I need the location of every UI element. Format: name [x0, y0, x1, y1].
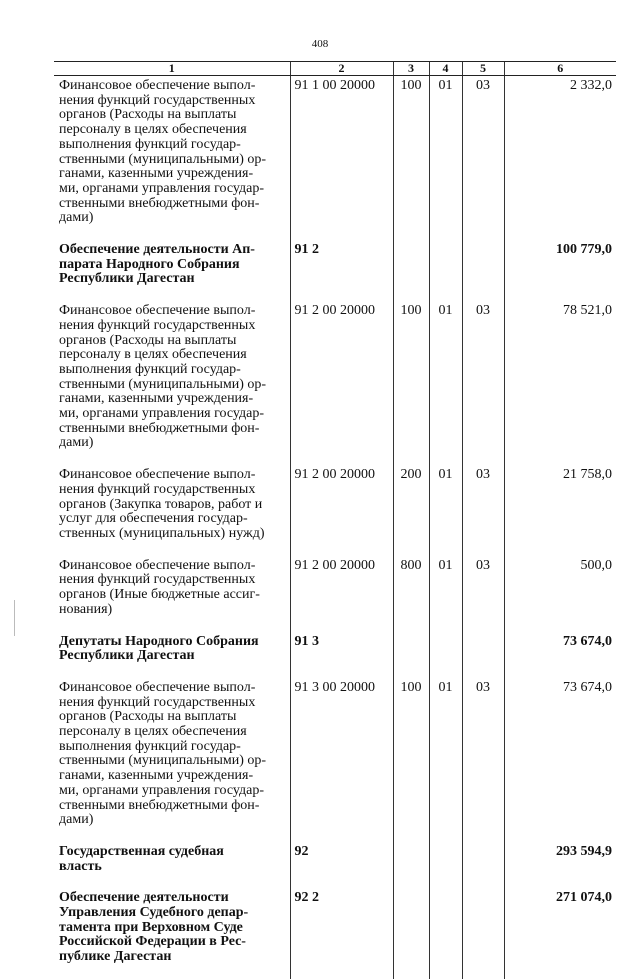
description-line: ганами, казенными учреждения-	[59, 768, 254, 784]
code-cell: 92 2	[290, 888, 393, 979]
description-line: Финансовое обеспечение выпол-	[59, 303, 256, 319]
section-cell: 01	[429, 556, 462, 632]
description-line: ственными (муниципальными) ор-	[59, 376, 267, 392]
expense-type-cell	[393, 632, 429, 678]
description-line: персоналу в целях обеспечения	[59, 724, 247, 740]
amount-cell: 73 674,0	[504, 632, 616, 678]
description-line: органов (Расходы на выплаты	[59, 332, 237, 348]
row-description	[54, 465, 290, 556]
description-line: органов (Иные бюджетные ассиг-	[59, 587, 260, 603]
row-description	[54, 678, 290, 842]
section-cell	[429, 842, 462, 888]
description-line: Управления Судебного депар-	[59, 905, 249, 921]
subsection-cell: 03	[462, 465, 504, 556]
description-line: Финансовое обеспечение выпол-	[59, 557, 256, 573]
description-line: ми, органами управления государ-	[59, 406, 265, 422]
description-line: ственными (муниципальными) ор-	[59, 151, 267, 167]
row-description	[54, 301, 290, 465]
description-line: Финансовое обеспечение выпол-	[59, 78, 256, 93]
code-cell: 91 2	[290, 240, 393, 301]
subsection-cell: 03	[462, 301, 504, 465]
header-row	[54, 62, 616, 76]
description-line: нения функций государственных	[59, 481, 256, 497]
subsection-cell: 03	[462, 556, 504, 632]
section-cell: 01	[429, 678, 462, 842]
amount-cell: 21 758,0	[504, 465, 616, 556]
description-line: Российской Федерации в Рес-	[59, 934, 246, 950]
code-cell: 91 3 00 20000	[290, 678, 393, 842]
description-line: нения функций государственных	[59, 694, 256, 710]
description-line: выполнения функций государ-	[59, 136, 241, 152]
subsection-cell	[462, 888, 504, 979]
row-description	[54, 888, 290, 979]
scan-edge-mark	[14, 600, 15, 636]
description-line: дами)	[59, 210, 94, 226]
description-line: Обеспечение деятельности	[59, 890, 229, 906]
column-header-1: 1	[54, 62, 290, 76]
table-row	[54, 842, 616, 888]
description-line: публике Дагестан	[59, 949, 172, 965]
description-line: нения функций государственных	[59, 572, 256, 588]
description-line: ственными (муниципальными) ор-	[59, 753, 267, 769]
description-line: Республики Дагестан	[59, 648, 195, 664]
description-line: Республики Дагестан	[59, 271, 195, 287]
description-line: власть	[59, 858, 102, 874]
amount-cell: 73 674,0	[504, 678, 616, 842]
subsection-cell: 03	[462, 678, 504, 842]
description-line: выполнения функций государ-	[59, 738, 241, 754]
table-row	[54, 301, 616, 465]
row-description	[54, 556, 290, 632]
amount-cell: 100 779,0	[504, 240, 616, 301]
row-description	[54, 632, 290, 678]
description-line: ственных (муниципальных) нужд)	[59, 525, 265, 541]
amount-cell: 2 332,0	[504, 76, 616, 241]
description-line: персоналу в целях обеспечения	[59, 347, 247, 363]
description-line: дами)	[59, 435, 94, 451]
description-line: ганами, казенными учреждения-	[59, 391, 254, 407]
section-cell: 01	[429, 301, 462, 465]
column-header-2: 2	[290, 62, 393, 76]
expense-type-cell: 100	[393, 678, 429, 842]
table-row	[54, 240, 616, 301]
description-line: нения функций государственных	[59, 317, 256, 333]
budget-table	[54, 61, 616, 979]
column-header-5: 5	[462, 62, 504, 76]
expense-type-cell: 200	[393, 465, 429, 556]
section-cell	[429, 632, 462, 678]
table-row	[54, 678, 616, 842]
section-cell: 01	[429, 465, 462, 556]
amount-cell: 271 074,0	[504, 888, 616, 979]
subsection-cell	[462, 240, 504, 301]
description-line: Финансовое обеспечение выпол-	[59, 679, 256, 695]
page-number: 408	[311, 38, 329, 50]
section-cell: 01	[429, 76, 462, 241]
description-line: нования)	[59, 601, 113, 617]
code-cell: 91 1 00 20000	[290, 76, 393, 241]
table-body	[54, 76, 616, 979]
code-cell: 92	[290, 842, 393, 888]
description-line: дами)	[59, 812, 94, 828]
description-line: Депутаты Народного Собрания	[59, 633, 259, 649]
table-row	[54, 465, 616, 556]
description-line: ганами, казенными учреждения-	[59, 166, 254, 182]
description-line: ми, органами управления государ-	[59, 180, 265, 196]
code-cell: 91 2 00 20000	[290, 301, 393, 465]
subsection-cell	[462, 632, 504, 678]
description-line: нения функций государственных	[59, 92, 256, 108]
subsection-cell	[462, 842, 504, 888]
code-cell: 91 2 00 20000	[290, 556, 393, 632]
description-line: Обеспечение деятельности Ап-	[59, 242, 255, 258]
description-line: органов (Расходы на выплаты	[59, 107, 237, 123]
row-description	[54, 842, 290, 888]
description-line: парата Народного Собрания	[59, 256, 240, 272]
description-line: ственными внебюджетными фон-	[59, 195, 260, 211]
column-header-4: 4	[429, 62, 462, 76]
expense-type-cell	[393, 888, 429, 979]
table-row	[54, 556, 616, 632]
expense-type-cell	[393, 240, 429, 301]
description-line: ственными внебюджетными фон-	[59, 797, 260, 813]
column-header-3: 3	[393, 62, 429, 76]
description-line: ми, органами управления государ-	[59, 782, 265, 798]
expense-type-cell: 100	[393, 301, 429, 465]
expense-type-cell	[393, 842, 429, 888]
code-cell: 91 2 00 20000	[290, 465, 393, 556]
row-description	[54, 240, 290, 301]
description-line: органов (Закупка товаров, работ и	[59, 496, 263, 512]
row-description	[54, 76, 290, 241]
section-cell	[429, 888, 462, 979]
description-line: тамента при Верховном Суде	[59, 919, 243, 935]
description-line: услуг для обеспечения государ-	[59, 511, 248, 527]
expense-type-cell: 100	[393, 76, 429, 241]
description-line: Государственная судебная	[59, 843, 224, 859]
table-row	[54, 632, 616, 678]
description-line: органов (Расходы на выплаты	[59, 709, 237, 725]
amount-cell: 293 594,9	[504, 842, 616, 888]
description-line: персоналу в целях обеспечения	[59, 122, 247, 138]
code-cell: 91 3	[290, 632, 393, 678]
expense-type-cell: 800	[393, 556, 429, 632]
table-row	[54, 888, 616, 979]
amount-cell: 78 521,0	[504, 301, 616, 465]
column-header-6: 6	[504, 62, 616, 76]
subsection-cell: 03	[462, 76, 504, 241]
description-line: ственными внебюджетными фон-	[59, 420, 260, 436]
table-row	[54, 76, 616, 241]
description-line: выполнения функций государ-	[59, 361, 241, 377]
description-line: Финансовое обеспечение выпол-	[59, 467, 256, 483]
section-cell	[429, 240, 462, 301]
table-header	[54, 62, 616, 76]
amount-cell: 500,0	[504, 556, 616, 632]
